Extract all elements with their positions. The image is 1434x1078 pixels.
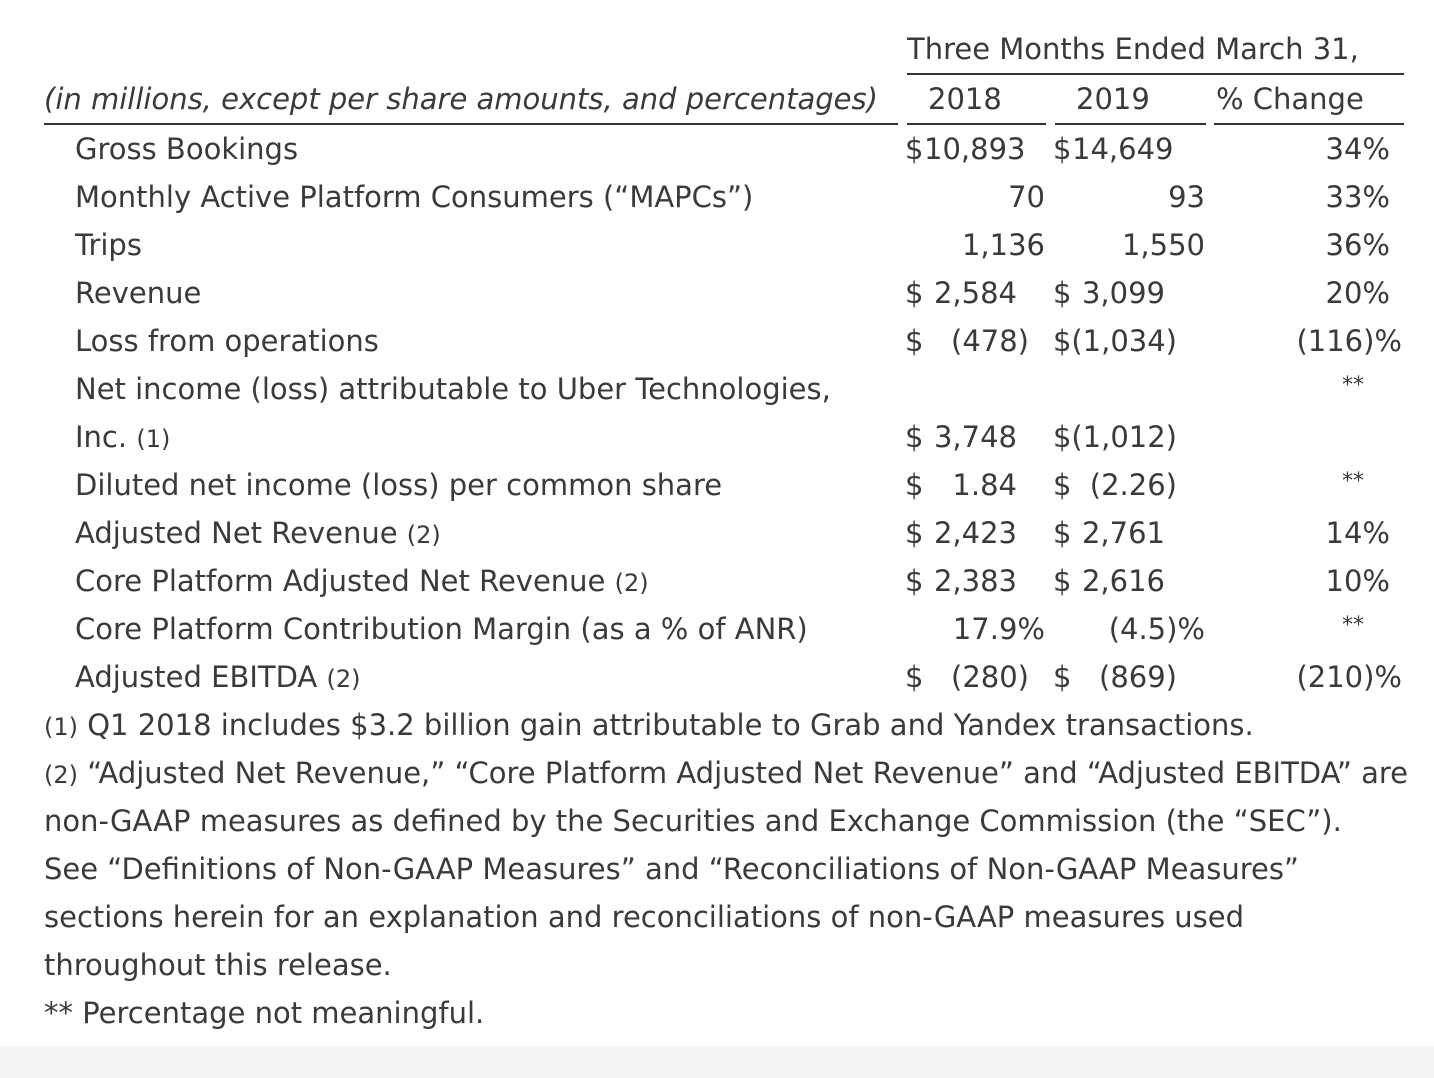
footnote-ref: (2) (406, 521, 441, 549)
table-cell-2019: (1,034) (1071, 324, 1177, 358)
footnote-2-line-2: non-GAAP measures as defined by the Securities and Exchange Commission (the “SEC”). (44, 804, 1342, 838)
table-cell-2018: (478) (951, 324, 1029, 358)
table-cell-2018-currency: $ (905, 276, 924, 310)
footnote-2-line-5: throughout this release. (44, 948, 392, 982)
table-row-label-text: Inc. (75, 420, 128, 454)
units-caption: (in millions, except per share amounts, and percentages) (44, 82, 878, 116)
footnote-2-line-4: sections herein for an explanation and reconciliations of non-GAAP measures used (44, 900, 1245, 934)
footnote-2-text: “Adjusted Net Revenue,” “Core Platform Adjusted Net Revenue” and “Adjusted EBITDA” are (87, 756, 1409, 790)
table-row-label: Monthly Active Platform Consumers (“MAPCs”) (75, 180, 754, 214)
table-cell-2019: 2,616 (1081, 564, 1165, 598)
table-cell-2018: 3,748 (933, 420, 1017, 454)
table-row-label: Revenue (75, 276, 202, 310)
footnote-2-mark: (2) (44, 761, 78, 789)
table-cell-change: (210)% (1296, 660, 1402, 694)
table-cell-2019-currency: $ (1053, 324, 1072, 358)
table-row-label: Gross Bookings (75, 132, 299, 166)
table-cell-2019: 3,099 (1081, 276, 1165, 310)
table-cell-change: 34% (1325, 132, 1390, 166)
table-row-label-text: Adjusted EBITDA (75, 660, 318, 694)
table-row-label (75, 516, 441, 550)
table-cell-change: 10% (1325, 564, 1390, 598)
col-change-rule (1214, 123, 1404, 125)
table-row-label (75, 420, 171, 454)
footnote-1 (44, 708, 1254, 742)
table-cell-change: ** (1342, 613, 1364, 638)
table-row-label: Loss from operations (75, 324, 379, 358)
table-cell-2018: 1.84 (952, 468, 1017, 502)
table-cell-2019: 14,649 (1072, 132, 1174, 166)
table-cell-2019: (1,012) (1071, 420, 1177, 454)
table-cell-2019-currency: $ (1053, 420, 1072, 454)
table-cell-2019-currency: $ (1053, 132, 1072, 166)
footnote-1-text: Q1 2018 includes $3.2 billion gain attributable to Grab and Yandex transactions. (87, 708, 1254, 742)
table-cell-2018-currency: $ (905, 564, 924, 598)
table-cell-2019: 1,550 (1121, 228, 1205, 262)
table-row-label: Diluted net income (loss) per common share (75, 468, 723, 502)
table-row-label-text: Adjusted Net Revenue (75, 516, 398, 550)
table-cell-2019: (869) (1099, 660, 1177, 694)
footnote-2-line-1 (44, 756, 1409, 790)
table-cell-2018-currency: $ (905, 516, 924, 550)
table-cell-2018-currency: $ (905, 324, 924, 358)
table-cell-2018-currency: $ (905, 660, 924, 694)
table-cell-change: 36% (1325, 228, 1390, 262)
table-cell-2019-currency: $ (1053, 276, 1072, 310)
table-cell-2019-currency: $ (1053, 660, 1072, 694)
table-row-label (75, 660, 361, 694)
table-cell-2019: (4.5)% (1108, 612, 1205, 646)
footnote-2-line-3: See “Definitions of Non-GAAP Measures” and “Reconciliations of Non-GAAP Measures” (44, 852, 1299, 886)
footnote-ref: (2) (614, 569, 649, 597)
table-cell-2018-currency: $ (905, 420, 924, 454)
table-row-label-text: Core Platform Adjusted Net Revenue (75, 564, 606, 598)
table-cell-2018-currency: $ (905, 132, 924, 166)
table-cell-2018: 2,383 (933, 564, 1017, 598)
page-bottom-band (0, 1046, 1434, 1078)
footnote-1-mark: (1) (44, 713, 78, 741)
table-cell-2018-currency: $ (905, 468, 924, 502)
column-header-change: % Change (1216, 82, 1364, 116)
table-row-label: Core Platform Contribution Margin (as a % of ANR) (75, 612, 808, 646)
column-header-2018: 2018 (928, 82, 1002, 116)
col-2019-rule (1055, 123, 1206, 125)
table-cell-2019-currency: $ (1053, 468, 1072, 502)
table-cell-2019: 2,761 (1081, 516, 1165, 550)
table-cell-2018: 17.9% (952, 612, 1045, 646)
table-cell-change: 14% (1325, 516, 1390, 550)
period-header: Three Months Ended March 31, (907, 32, 1359, 66)
table-cell-change: ** (1342, 469, 1364, 494)
label-column-rule (44, 123, 898, 125)
table-cell-2019-currency: $ (1053, 516, 1072, 550)
table-cell-2018: 2,423 (933, 516, 1017, 550)
table-cell-2019: (2.26) (1089, 468, 1177, 502)
table-row-label: Trips (75, 228, 142, 262)
footnote-ref: (1) (136, 425, 171, 453)
table-cell-2018: 10,893 (924, 132, 1026, 166)
table-cell-2018: (280) (951, 660, 1029, 694)
table-cell-2019: 93 (1168, 180, 1205, 214)
table-cell-change: 33% (1325, 180, 1390, 214)
table-row-label (75, 564, 649, 598)
table-cell-2018: 2,584 (933, 276, 1017, 310)
table-row-label: Net income (loss) attributable to Uber Technologies, (75, 372, 831, 406)
period-header-rule (907, 73, 1404, 75)
table-cell-change: 20% (1325, 276, 1390, 310)
table-cell-2019-currency: $ (1053, 564, 1072, 598)
table-cell-2018: 1,136 (961, 228, 1045, 262)
table-cell-2018: 70 (1008, 180, 1045, 214)
col-2018-rule (907, 123, 1046, 125)
footnote-3: ** Percentage not meaningful. (44, 996, 485, 1030)
table-cell-change: ** (1342, 373, 1364, 398)
footnote-ref: (2) (326, 665, 361, 693)
table-cell-change: (116)% (1296, 324, 1402, 358)
column-header-2019: 2019 (1076, 82, 1150, 116)
